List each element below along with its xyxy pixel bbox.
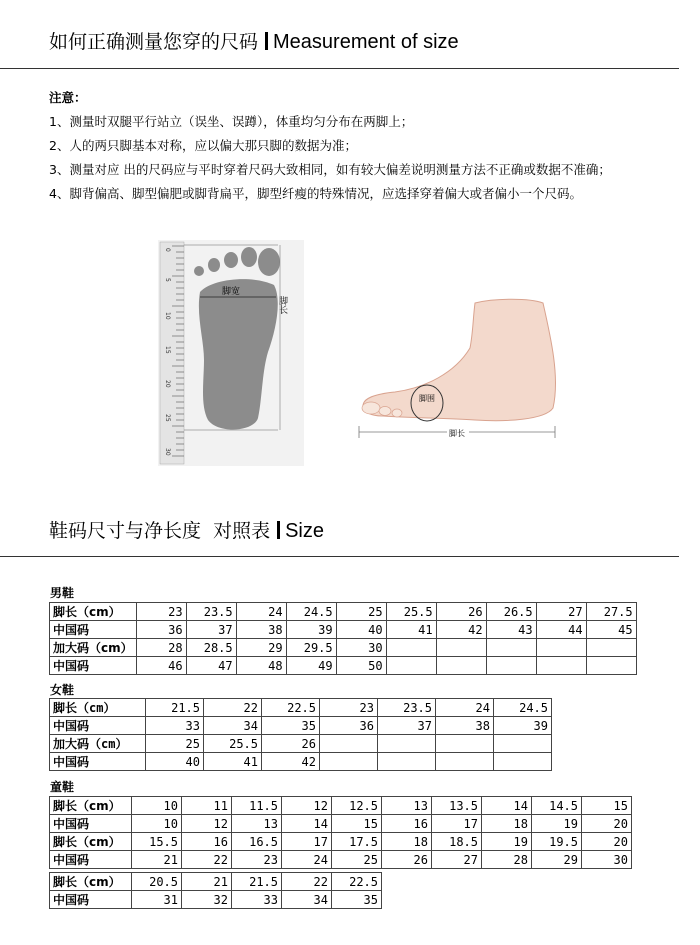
note-item: 4、脚背偏高、脚型偏肥或脚背扁平，脚型纤瘦的特殊情况，应选择穿着偏大或者偏小一个尺码。 [49,186,582,201]
notes-title: 注意： [49,90,87,105]
table-cell [494,735,552,753]
table-cell: 37 [378,717,436,735]
women-label: 女鞋 [50,683,75,697]
table-cell: 19 [482,833,532,851]
table-cell: 25.5 [204,735,262,753]
table-cell [486,657,536,675]
table-cell: 36 [320,717,378,735]
divider-line [0,68,679,69]
table-cell: 40 [146,753,204,771]
table-cell: 12 [182,815,232,833]
row-label: 脚长（cm） [50,797,132,815]
row-label: 中国码 [50,657,137,675]
table-cell: 39 [286,621,336,639]
table-cell [320,753,378,771]
table-cell: 42 [262,753,320,771]
table-cell: 22 [282,873,332,891]
table-cell: 22 [204,699,262,717]
ruler-label: 5 [164,278,171,282]
table-cell: 41 [204,753,262,771]
table-cell: 10 [132,797,182,815]
table-cell: 18 [382,833,432,851]
kids-size-table [49,796,632,869]
note-item: 1、测量时双腿平行站立（误坐、误蹲），体重均匀分布在两脚上； [49,114,414,129]
row-label: 脚长（cm） [50,833,132,851]
foot-top-view-diagram [158,240,304,466]
table-row [50,815,632,833]
table-row [50,621,637,639]
size-chart-title [49,516,324,543]
row-label: 加大码（cm） [50,639,137,657]
table-cell [494,753,552,771]
table-cell: 27 [536,603,586,621]
size-chart-title-cn: 鞋码尺寸与净长度 对照表 [49,520,271,542]
table-cell: 28.5 [186,639,236,657]
table-cell: 34 [282,891,332,909]
row-label: 中国码 [50,891,132,909]
table-cell: 39 [494,717,552,735]
table-cell: 13 [232,815,282,833]
table-cell: 46 [136,657,186,675]
table-cell [586,639,636,657]
men-label: 男鞋 [50,586,75,600]
table-cell: 20 [582,815,632,833]
table-cell: 25.5 [386,603,436,621]
instep-label: 脚围 [419,394,435,403]
table-cell: 38 [236,621,286,639]
table-row [50,735,552,753]
table-row [50,797,632,815]
table-cell: 50 [336,657,386,675]
side-length-label: 脚长 [449,429,465,438]
table-cell: 24.5 [494,699,552,717]
table-cell: 19 [532,815,582,833]
kids-label: 童鞋 [50,780,75,794]
table-cell: 11 [182,797,232,815]
table-cell: 24 [236,603,286,621]
table-cell [486,639,536,657]
table-cell: 27.5 [586,603,636,621]
measurement-title [49,27,459,54]
table-cell: 24 [282,851,332,869]
table-cell: 25 [336,603,386,621]
ruler-label: 15 [164,346,171,354]
row-label: 中国码 [50,717,146,735]
table-cell [378,753,436,771]
table-cell: 20 [582,833,632,851]
table-cell: 49 [286,657,336,675]
table-row [50,753,552,771]
table-cell [436,735,494,753]
table-cell: 21 [182,873,232,891]
row-label: 中国码 [50,815,132,833]
table-cell: 16.5 [232,833,282,851]
size-chart-title-en: Size [285,520,324,542]
title-divider [277,521,280,539]
table-cell: 17 [432,815,482,833]
table-cell: 22.5 [262,699,320,717]
table-cell: 30 [582,851,632,869]
notes-block [49,86,611,206]
row-label: 中国码 [50,753,146,771]
table-row [50,603,637,621]
table-row [50,891,382,909]
ruler-label: 10 [164,312,171,320]
table-cell: 24 [436,699,494,717]
table-cell: 29 [236,639,286,657]
table-cell: 45 [586,621,636,639]
row-label: 脚长（cm） [50,873,132,891]
table-cell: 38 [436,717,494,735]
table-cell: 24.5 [286,603,336,621]
table-cell [436,753,494,771]
foot-width-label: 脚宽 [222,287,241,297]
table-cell: 26 [262,735,320,753]
table-cell [536,657,586,675]
table-row [50,851,632,869]
table-cell: 22.5 [332,873,382,891]
table-cell: 33 [232,891,282,909]
table-cell [586,657,636,675]
table-cell: 12 [282,797,332,815]
table-cell: 10 [132,815,182,833]
table-cell: 25 [332,851,382,869]
table-cell: 26 [436,603,486,621]
ruler-label: 30 [164,448,171,456]
table-row [50,873,382,891]
table-cell: 36 [136,621,186,639]
table-cell [436,657,486,675]
table-cell: 30 [336,639,386,657]
note-item: 3、测量对应 出的尺码应与平时穿着尺码大致相同，如有较大偏差说明测量方法不正确或数据不准确； [49,162,611,177]
table-cell: 26 [382,851,432,869]
table-cell: 23.5 [378,699,436,717]
table-row [50,699,552,717]
table-cell [436,639,486,657]
table-cell: 21.5 [146,699,204,717]
divider-line [0,556,679,557]
table-cell: 27 [432,851,482,869]
table-cell: 14.5 [532,797,582,815]
table-row [50,639,637,657]
table-cell: 16 [182,833,232,851]
table-cell: 29 [532,851,582,869]
table-cell: 43 [486,621,536,639]
table-cell: 35 [262,717,320,735]
table-cell: 47 [186,657,236,675]
women-size-table [49,698,552,771]
men-size-table [49,602,637,675]
table-cell: 14 [282,815,332,833]
table-cell: 19.5 [532,833,582,851]
table-cell: 28 [482,851,532,869]
table-cell: 13.5 [432,797,482,815]
table-cell: 16 [382,815,432,833]
table-row [50,657,637,675]
table-cell: 23.5 [186,603,236,621]
table-cell: 17.5 [332,833,382,851]
table-cell: 28 [136,639,186,657]
table-cell: 13 [382,797,432,815]
table-cell: 15 [582,797,632,815]
table-cell: 32 [182,891,232,909]
table-cell: 41 [386,621,436,639]
table-cell [386,639,436,657]
table-row [50,833,632,851]
measurement-title-cn: 如何正确测量您穿的尺码 [49,31,259,53]
row-label: 中国码 [50,621,137,639]
title-divider [265,32,268,50]
ruler-label: 25 [164,414,171,422]
table-cell: 20.5 [132,873,182,891]
table-cell [386,657,436,675]
table-cell: 18 [482,815,532,833]
table-row [50,717,552,735]
foot-side-shape [363,299,556,420]
table-cell: 33 [146,717,204,735]
table-cell: 14 [482,797,532,815]
table-cell: 34 [204,717,262,735]
table-cell: 15 [332,815,382,833]
table-cell: 18.5 [432,833,482,851]
ruler-label: 0 [164,248,171,252]
ruler-label: 20 [164,380,171,388]
kids-size-table-extra [49,872,382,909]
note-item: 2、人的两只脚基本对称，应以偏大那只脚的数据为准； [49,138,357,153]
table-cell: 15.5 [132,833,182,851]
table-cell: 17 [282,833,332,851]
table-cell [536,639,586,657]
table-cell: 21.5 [232,873,282,891]
table-cell: 23 [232,851,282,869]
table-cell [320,735,378,753]
row-label: 中国码 [50,851,132,869]
foot-side-view-diagram [355,298,561,444]
table-cell: 44 [536,621,586,639]
table-cell [378,735,436,753]
table-cell: 21 [132,851,182,869]
table-cell: 11.5 [232,797,282,815]
foot-length-label: 脚长 [277,296,287,314]
row-label: 脚长（cm） [50,699,146,717]
table-cell: 37 [186,621,236,639]
table-cell: 35 [332,891,382,909]
table-cell: 42 [436,621,486,639]
table-cell: 29.5 [286,639,336,657]
table-cell: 25 [146,735,204,753]
table-cell: 40 [336,621,386,639]
table-cell: 31 [132,891,182,909]
table-cell: 48 [236,657,286,675]
table-cell: 12.5 [332,797,382,815]
row-label: 脚长（cm） [50,603,137,621]
table-cell: 23 [136,603,186,621]
table-cell: 26.5 [486,603,536,621]
table-cell: 23 [320,699,378,717]
measurement-title-en: Measurement of size [273,31,459,53]
table-cell: 22 [182,851,232,869]
row-label: 加大码（cm） [50,735,146,753]
